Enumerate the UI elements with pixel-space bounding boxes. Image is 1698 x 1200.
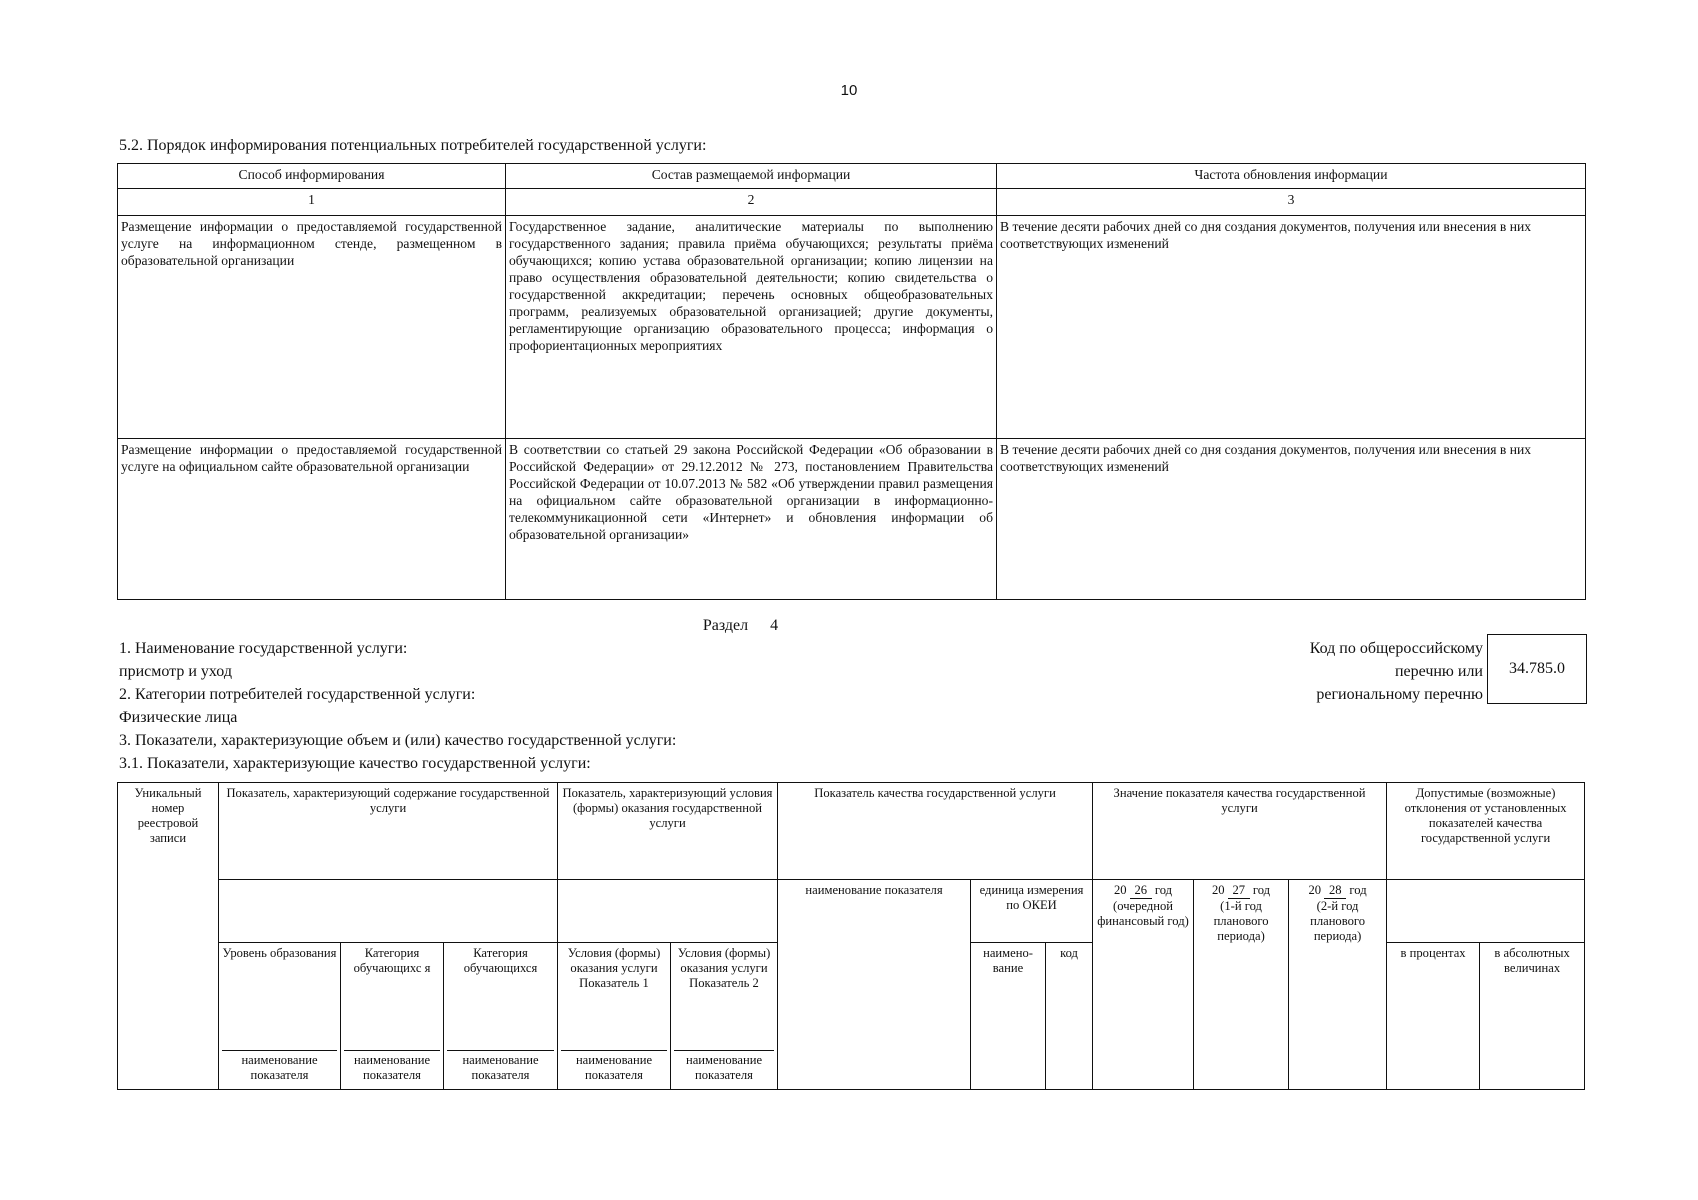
quality-value-header: Значение показателя качества государственной услуги xyxy=(1093,783,1387,880)
deviation-percent-header: в процентах xyxy=(1387,943,1480,1090)
year-suffix: год xyxy=(1349,883,1367,897)
quality-indicator-header: Показатель качества государственной услуги xyxy=(778,783,1093,880)
year-suffix: год xyxy=(1252,883,1271,897)
deviations-header: Допустимые (возможные) отклонения от установленных показателей качества государственной услуги xyxy=(1387,783,1585,880)
year-note: (очередной финансовый год) xyxy=(1097,899,1189,928)
column-number: 3 xyxy=(997,189,1586,216)
method-cell: Размещение информации о предоставляемой государственной услуге на официальном сайте образовательной организации xyxy=(118,439,506,600)
section-number: 4 xyxy=(770,617,779,634)
content-cell: В соответствии со статьей 29 закона Российской Федерации «Об образовании в Российской Федерации» от 29.12.2012 № 273, постановлением Правительства Российской Федерации от 10.07.2013 № 582 «Об утверждении правил размещения на официальном сайте образовательной организации в информационно-телекоммуникационной сети «Интернет» и обновления информации об образовательной организации» xyxy=(506,439,997,600)
sub-column xyxy=(341,943,444,1090)
header-method: Способ информирования xyxy=(118,164,506,189)
unit-name-header: наимено-вание xyxy=(971,943,1046,1090)
year-suffix: год xyxy=(1154,883,1173,897)
conditions-indicator-spacer xyxy=(558,880,778,943)
year-value: 28 xyxy=(1324,883,1346,899)
content-indicator-spacer xyxy=(219,880,558,943)
table-row xyxy=(118,439,1586,600)
indicator-name-header: наименование показателя xyxy=(778,880,971,1090)
quality-indicators-table xyxy=(117,782,1585,1090)
sub-column-title: Категория обучающихся xyxy=(463,946,538,975)
year-prefix: 20 xyxy=(1113,883,1127,897)
sub-column-title: Условия (формы) оказания услуги Показатель 2 xyxy=(677,946,771,990)
sub-column xyxy=(558,943,671,1090)
sub-column-title: Категория обучающихс я xyxy=(353,946,431,975)
sub-column-name: наименование показателя xyxy=(561,1050,667,1083)
sub-column xyxy=(219,943,341,1090)
frequency-cell: В течение десяти рабочих дней со дня создания документов, получения или внесения в них соответствующих изменений xyxy=(997,439,1586,600)
code-value: 34.785.0 xyxy=(1509,660,1565,677)
deviation-absolute-header: в абсолютных величинах xyxy=(1480,943,1585,1090)
frequency-cell: В течение десяти рабочих дней со дня создания документов, получения или внесения в них соответствующих изменений xyxy=(997,216,1586,439)
year-note: (2-й год планового периода) xyxy=(1310,899,1366,943)
service-name-label: 1. Наименование государственной услуги: xyxy=(119,640,408,657)
deviations-spacer xyxy=(1387,880,1585,943)
sub-column-title: Условия (формы) оказания услуги Показатель 1 xyxy=(567,946,661,990)
unit-okei-header: единица измерения по ОКЕИ xyxy=(971,880,1093,943)
content-indicator-header: Показатель, характеризующий содержание государственной услуги xyxy=(219,783,558,880)
sub-column-title: Уровень образования xyxy=(222,946,337,960)
sub-column-name: наименование показателя xyxy=(222,1050,337,1083)
sub-column-name: наименование показателя xyxy=(344,1050,440,1083)
year-3-header xyxy=(1289,880,1387,1090)
year-prefix: 20 xyxy=(1308,883,1322,897)
unit-code-header: код xyxy=(1046,943,1093,1090)
year-value: 26 xyxy=(1130,883,1152,899)
service-name-value: присмотр и уход xyxy=(119,663,232,680)
header-content: Состав размещаемой информации xyxy=(506,164,997,189)
year-2-header xyxy=(1194,880,1289,1090)
column-number: 2 xyxy=(506,189,997,216)
sub-column xyxy=(444,943,558,1090)
sub-column-name: наименование показателя xyxy=(674,1050,774,1083)
column-number: 1 xyxy=(118,189,506,216)
year-value: 27 xyxy=(1228,883,1250,899)
consumers-value: Физические лица xyxy=(119,709,238,726)
quality-label: 3.1. Показатели, характеризующие качество государственной услуги: xyxy=(119,755,591,772)
page-number: 10 xyxy=(840,82,858,99)
year-note: (1-й год планового периода) xyxy=(1213,899,1269,943)
section-heading xyxy=(0,617,1475,635)
code-label-line2: перечню или xyxy=(1394,663,1483,680)
conditions-indicator-header: Показатель, характеризующий условия (формы) оказания государственной услуги xyxy=(558,783,778,880)
year-1-header xyxy=(1093,880,1194,1090)
code-label-line1: Код по общероссийскому xyxy=(1309,640,1483,657)
section-5-2-title: 5.2. Порядок информирования потенциальных потребителей государственной услуги: xyxy=(119,137,707,154)
table-row xyxy=(118,216,1586,439)
method-cell: Размещение информации о предоставляемой государственной услуге на информационном стенде, размещенном в образовательной организации xyxy=(118,216,506,439)
code-label-line3: региональному перечню xyxy=(1316,686,1483,703)
section-label: Раздел xyxy=(702,617,749,634)
indicators-label: 3. Показатели, характеризующие объем и (или) качество государственной услуги: xyxy=(119,732,677,749)
unique-number-header: Уникальный номер реестровой записи xyxy=(118,783,219,1090)
year-prefix: 20 xyxy=(1211,883,1225,897)
consumers-label: 2. Категории потребителей государственной услуги: xyxy=(119,686,476,703)
sub-column-name: наименование показателя xyxy=(447,1050,554,1083)
content-cell: Государственное задание, аналитические материалы по выполнению государственного задания; правила приёма обучающихся; результаты приёма обучающихся; копию устава образовательной организации; копию лицензии на право осуществления образовательной деятельности; копию свидетельства о государственной аккредитации; перечень основных общеобразовательных программ, реализуемых образовательной организацией; другие документы, регламентирующие организацию образовательного процесса; информация о профориентационных мероприятиях xyxy=(506,216,997,439)
informing-table xyxy=(117,163,1586,600)
header-frequency: Частота обновления информации xyxy=(997,164,1586,189)
sub-column xyxy=(671,943,778,1090)
code-value-box xyxy=(1487,634,1587,704)
